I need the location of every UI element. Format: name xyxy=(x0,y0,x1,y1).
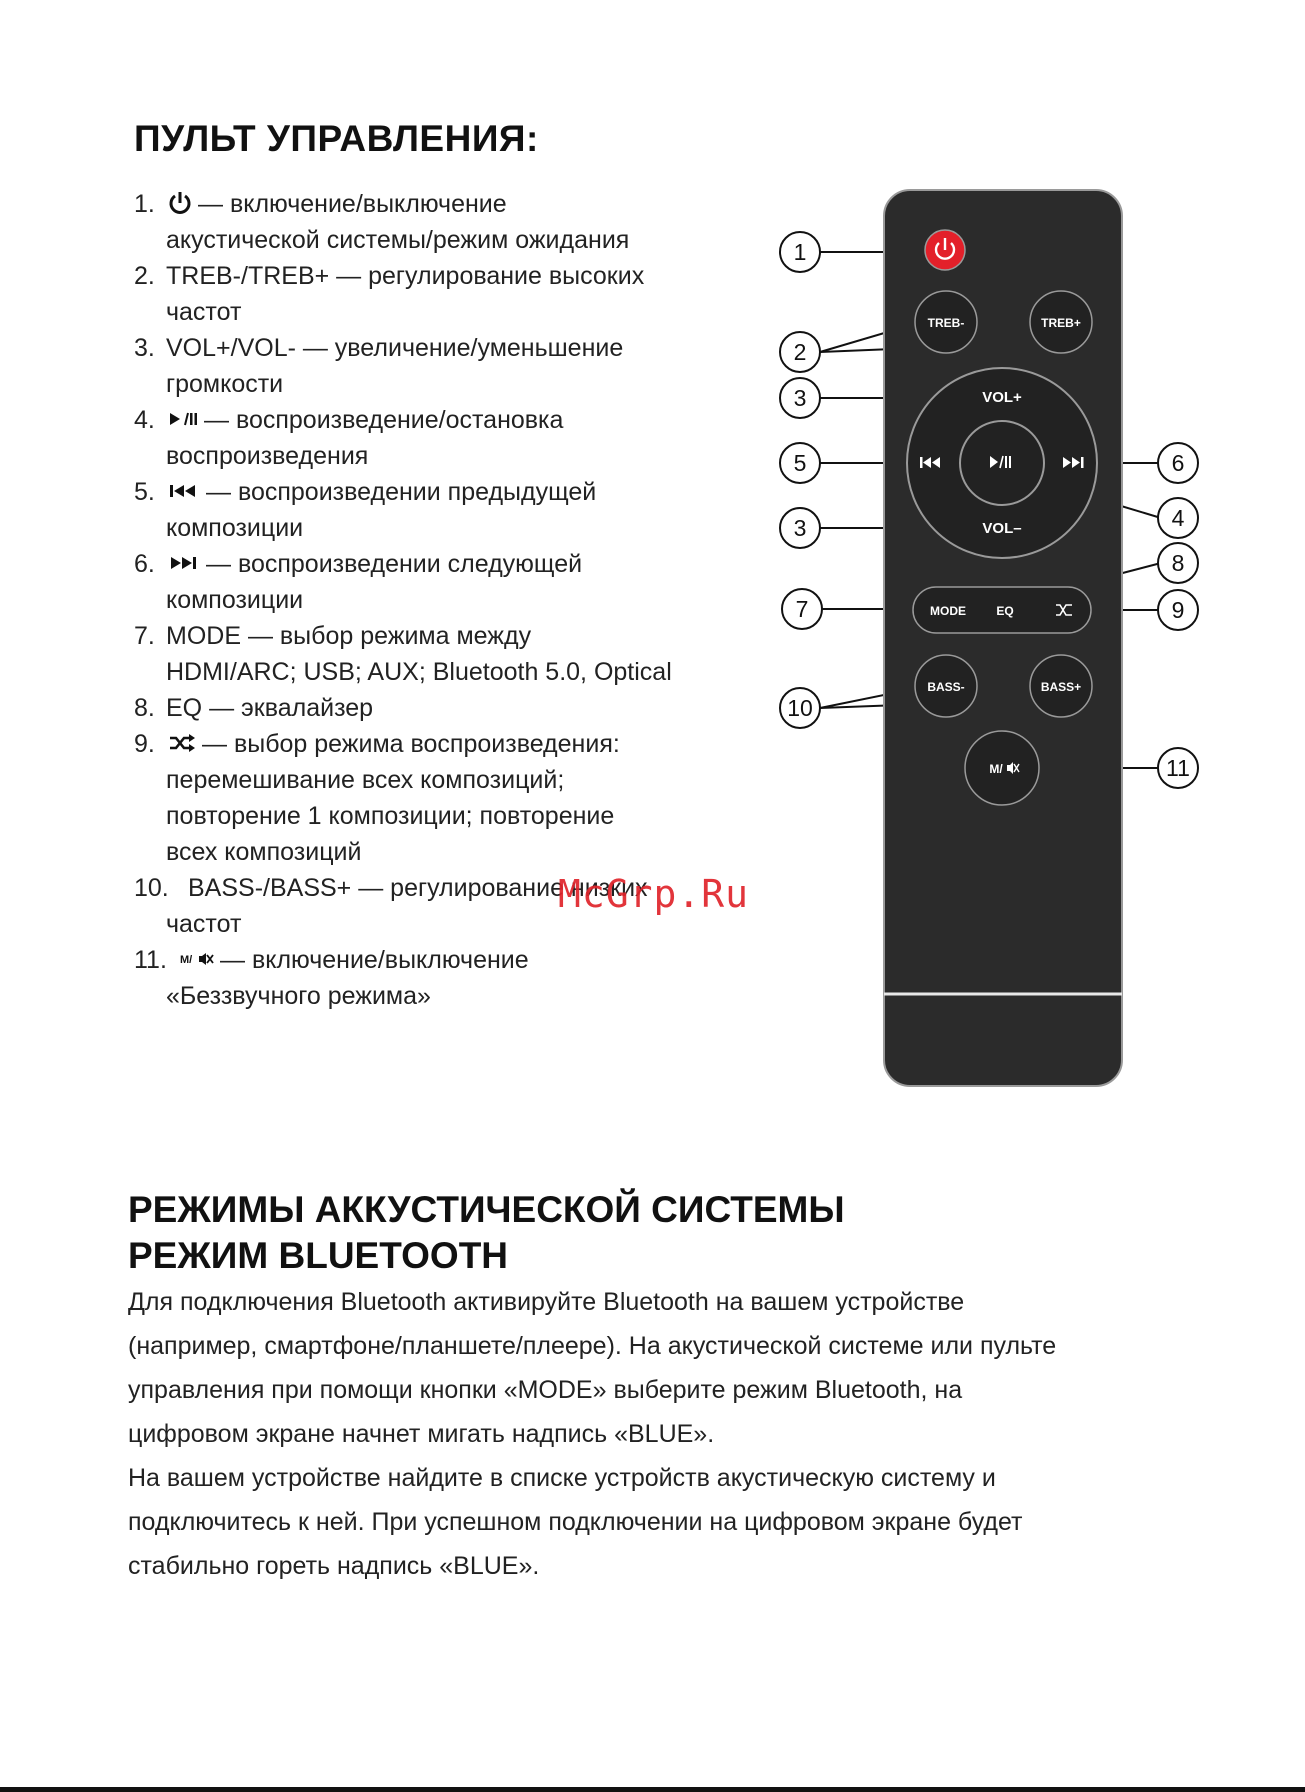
label-vol-plus: VOL+ xyxy=(982,389,1022,406)
power-icon xyxy=(168,190,192,216)
list-item-3: 3. VOL+/VOL- — увеличение/уменьшение громкости xyxy=(134,334,624,398)
bottom-rule xyxy=(0,1787,1305,1792)
list-item-6: 6. — воспроизведении следующей композиции xyxy=(134,550,583,614)
label-mute: M/ xyxy=(989,762,1003,776)
svg-text:6: 6 xyxy=(1171,450,1185,476)
paragraph-bluetooth-2: На вашем устройстве найдите в списке устройств акустическую систему и подключитесь к ней. При успешном подключении на цифровом экране будет стабильно гореть надпись «BLUE». xyxy=(128,1464,1023,1580)
list-item-8: 8. EQ — эквалайзер xyxy=(134,694,374,722)
label-treb-minus: TREB- xyxy=(927,316,965,330)
section-title-modes: РЕЖИМЫ АККУСТИЧЕСКОЙ СИСТЕМЫ РЕЖИМ BLUETOOTH xyxy=(128,1189,845,1276)
list-item-5: 5. — воспроизведении предыдущей композиции xyxy=(134,478,597,542)
list-item-11: 11. M/ — включение/выключение «Беззвучного режима» xyxy=(134,946,529,1010)
shuffle-icon xyxy=(168,734,196,752)
list-item-1: 1. — включение/выключение акустической системы/режим ожидания xyxy=(134,186,734,258)
svg-text:3: 3 xyxy=(793,515,807,541)
mute-icon xyxy=(180,951,214,967)
next-track-icon xyxy=(168,555,200,571)
item-number: 1. xyxy=(134,190,155,218)
svg-text:9: 9 xyxy=(1171,597,1185,623)
label-vol-minus: VOL– xyxy=(982,520,1022,537)
label-treb-plus: TREB+ xyxy=(1041,316,1081,330)
label-eq: EQ xyxy=(996,604,1014,618)
list-item-10: 10. BASS-/BASS+ — регулирование низких частот xyxy=(134,874,648,938)
list-item-4: 4. — воспроизведение/остановка воспроизведения xyxy=(134,406,564,470)
svg-text:M/: M/ xyxy=(180,954,193,967)
list-item-2: 2. TREB-/TREB+ — регулирование высоких частот xyxy=(134,262,645,326)
label-bass-minus: BASS- xyxy=(927,680,965,694)
section-title-remote: ПУЛЬТ УПРАВЛЕНИЯ: xyxy=(134,118,539,159)
label-bass-plus: BASS+ xyxy=(1040,680,1082,694)
remote-svg xyxy=(770,180,1230,1100)
svg-text:7: 7 xyxy=(795,596,809,622)
svg-text:11: 11 xyxy=(1166,755,1190,781)
svg-text:5: 5 xyxy=(793,450,807,476)
label-mode: MODE xyxy=(930,604,966,618)
svg-text:4: 4 xyxy=(1171,505,1185,531)
list-item-7: 7. MODE — выбор режима между HDMI/ARC; USB; AUX; Bluetooth 5.0, Optical xyxy=(134,622,672,686)
remote-illustration xyxy=(770,180,1230,1100)
svg-text:1: 1 xyxy=(793,239,807,265)
play-pause-icon xyxy=(168,410,198,428)
watermark: McGrp.Ru xyxy=(558,872,750,916)
svg-text:10: 10 xyxy=(787,695,813,721)
previous-track-icon xyxy=(168,483,200,499)
svg-text:8: 8 xyxy=(1171,550,1185,576)
list-item-9: 9. — выбор режима воспроизведения: перемешивание всех композиций; повторение 1 композиции; повторение всех композиций xyxy=(134,730,620,866)
paragraph-bluetooth-1: Для подключения Bluetooth активируйте Bluetooth на вашем устройстве (например, смартфоне/планшете/плеере). На акустической системе или пульте управления при помощи кнопки «MODE» выберите режим Bluetooth, на цифровом экране начнет мигать надпись «BLUE». xyxy=(128,1288,1057,1448)
svg-text:2: 2 xyxy=(793,339,807,365)
svg-text:3: 3 xyxy=(793,385,807,411)
